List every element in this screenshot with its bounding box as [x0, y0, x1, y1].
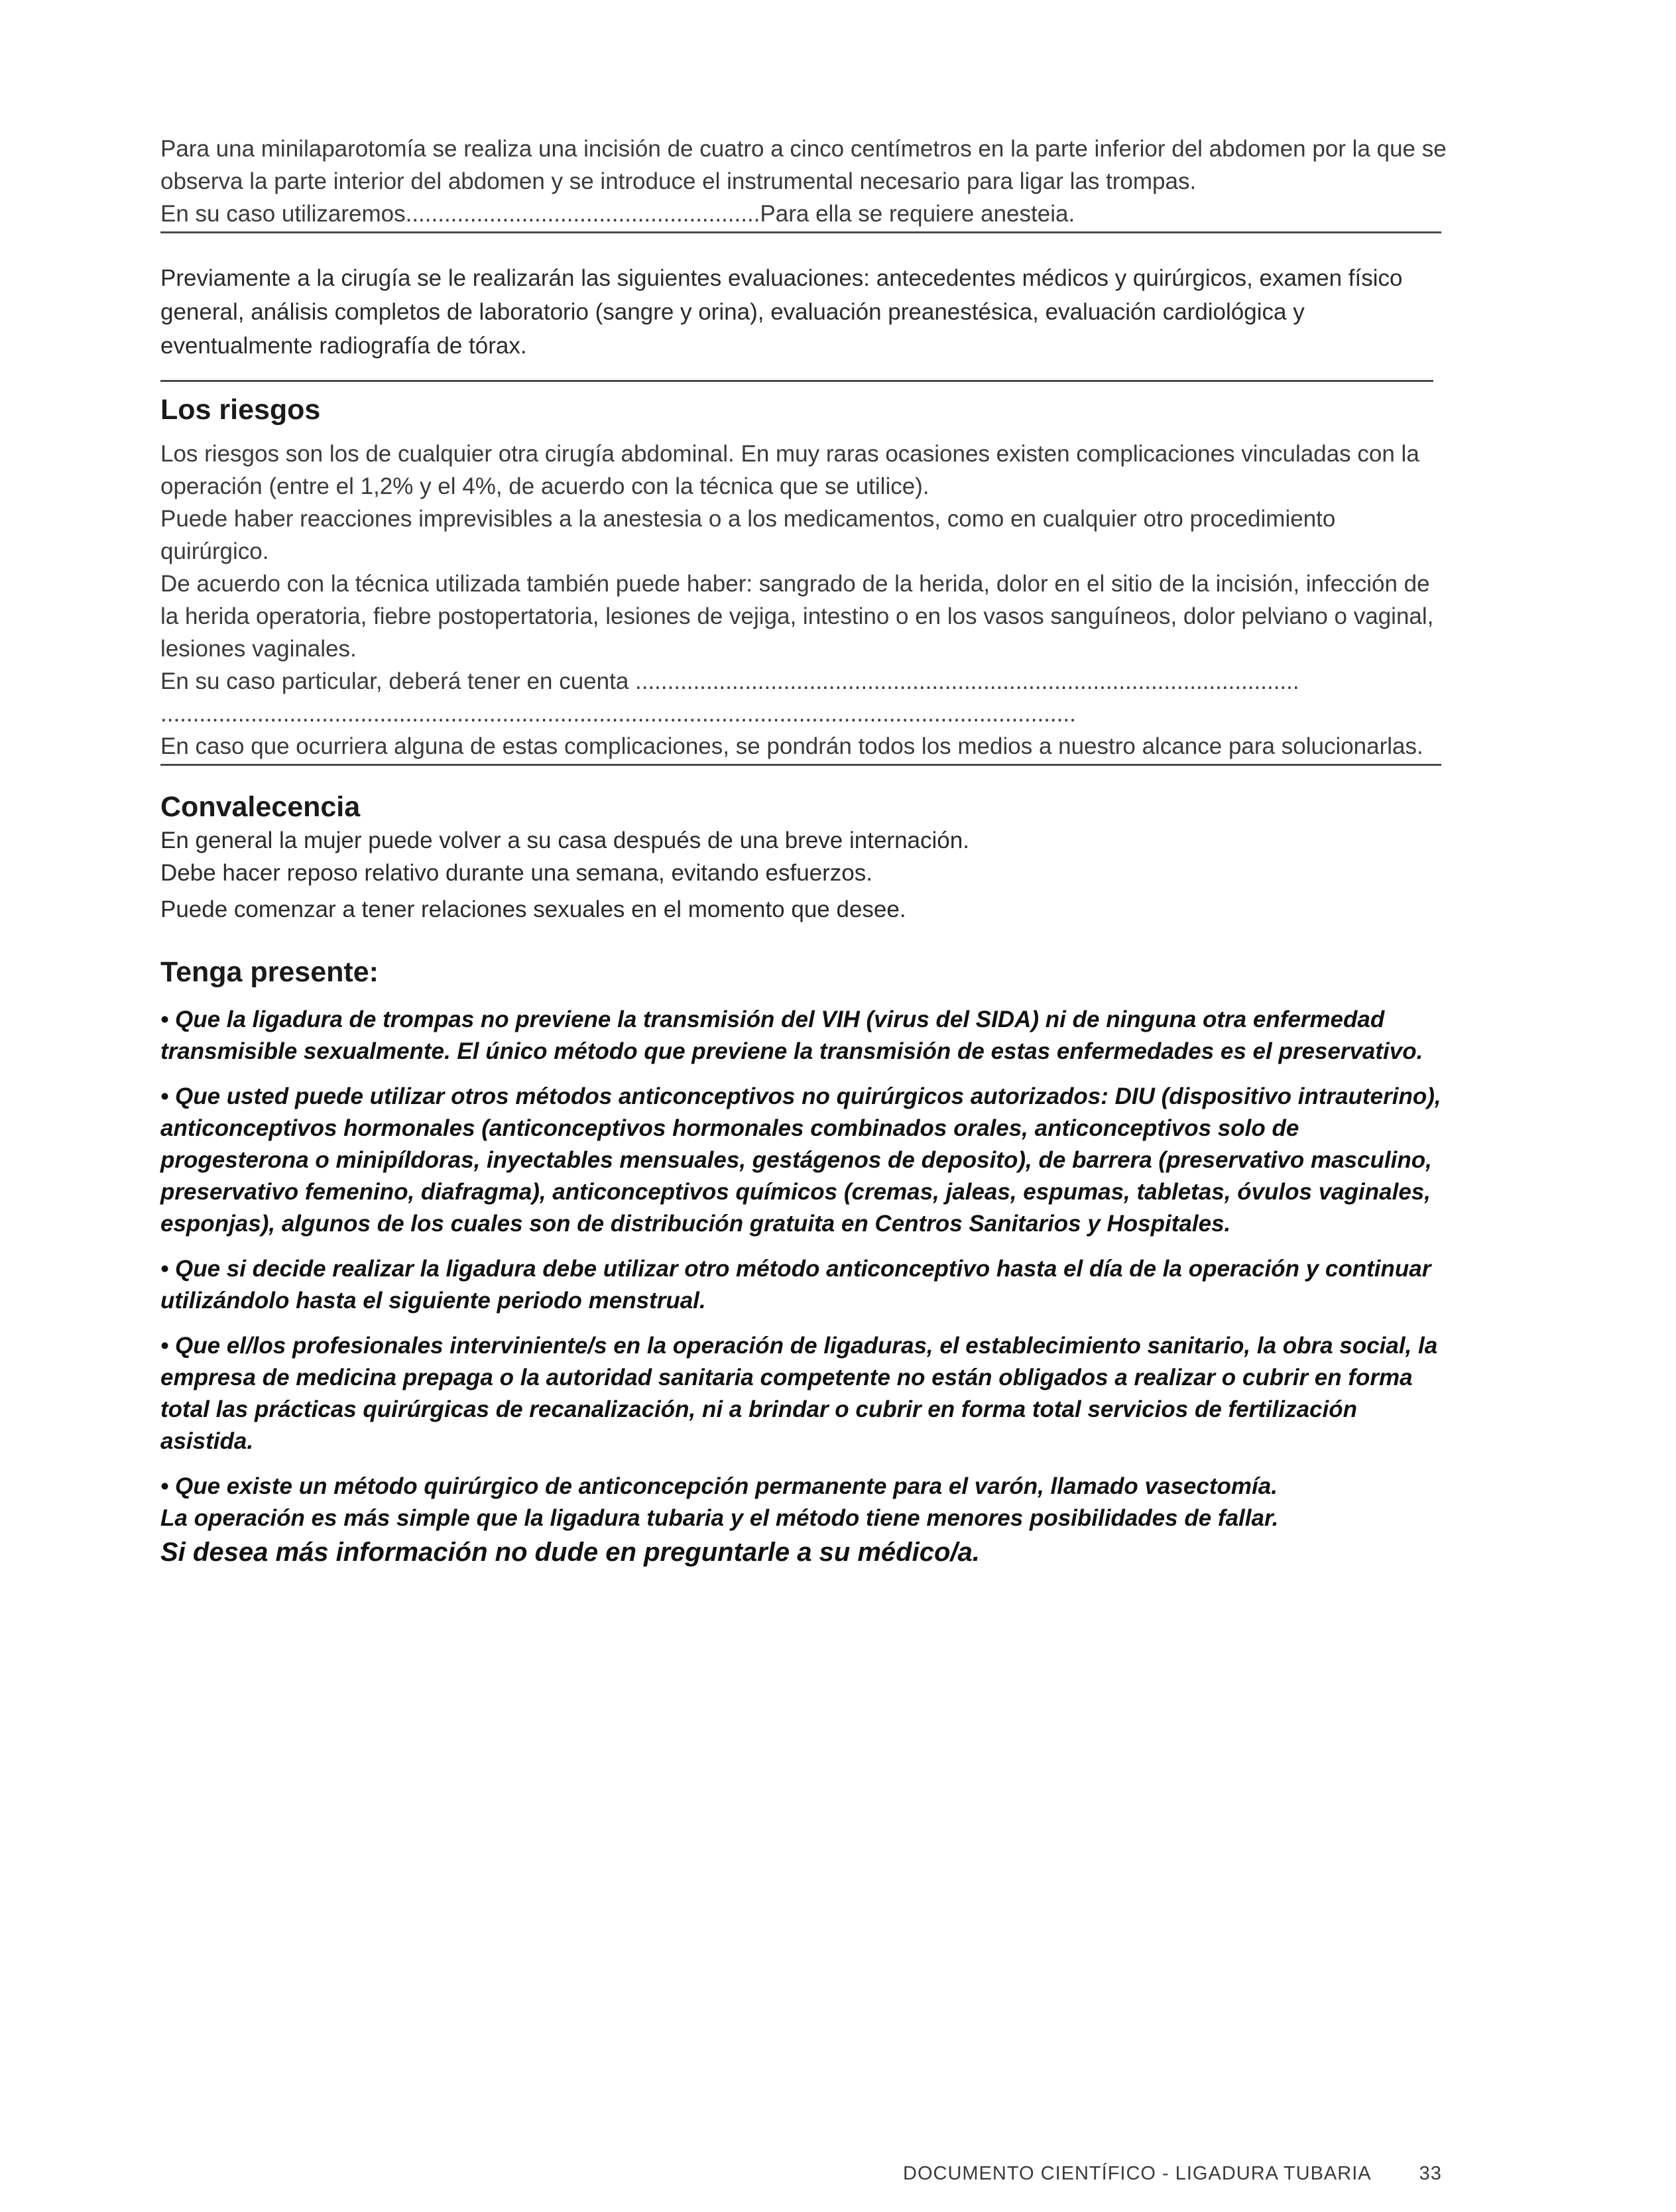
section-title-tenga-presente: Tenga presente:	[160, 956, 379, 988]
footer-title: DOCUMENTO CIENTÍFICO - LIGADURA TUBARIA	[903, 2163, 1372, 2184]
page-footer	[903, 2163, 1442, 2185]
bullet-otros-metodos: • Que usted puede utilizar otros métodos anticonceptivos no quirúrgicos autorizados: DIU (dispositivo intrauterino), anticonceptivos hormonales (anticonceptivos hormonales combinados orales, anticonceptivos solo de progesterona o minipíldoras, inyectables mensuales, gestágenos de deposito), de barrera (preservativo masculino, preservativo femenino, diafragma), anticonceptivos químicos (cremas, jaleas, espumas, tabletas, óvulos vaginales, esponjas), algunos de los cuales son de distribución gratuita en Centros Sanitarios y Hospitales.	[160, 1083, 1441, 1237]
document-page	[160, 133, 1447, 1570]
convalecencia-line-2: Debe hacer reposo relativo durante una semana, evitando esfuerzos.	[160, 860, 872, 886]
riesgos-fill-in-line-2: ..............................................................................................................................................	[160, 701, 1076, 727]
section-title-riesgos: Los riesgos	[160, 394, 321, 426]
riesgos-fill-in-line-1: En su caso particular, deberá tener en cuenta .......................................................................................................	[160, 668, 1299, 694]
section-title-convalecencia: Convalecencia	[160, 791, 361, 823]
riesgos-paragraph-2: Puede haber reacciones imprevisibles a la anestesia o a los medicamentos, como en cualquier otro procedimiento quirúrgico.	[160, 506, 1336, 564]
page-number: 33	[1419, 2163, 1442, 2184]
evaluations-paragraph: Previamente a la cirugía se le realizarán las siguientes evaluaciones: antecedentes médicos y quirúrgicos, examen físico general, análisis completos de laboratorio (sangre y orina), evaluación preanestésica, evaluación cardiológica y eventualmente radiografía de tórax.	[160, 265, 1403, 359]
divider	[160, 764, 1441, 766]
intro-fill-in-line: En su caso utilizaremos.......................................................Para ella se requiere anesteia.	[160, 201, 1075, 227]
bullet-vasectomia: • Que existe un método quirúrgico de anticoncepción permanente para el varón, llamado vasectomía.	[160, 1473, 1278, 1499]
riesgos-paragraph-4: En caso que ocurriera alguna de estas complicaciones, se pondrán todos los medios a nuestro alcance para solucionarlas.	[160, 733, 1423, 759]
divider	[160, 231, 1441, 233]
intro-paragraph: Para una minilaparotomía se realiza una incisión de cuatro a cinco centímetros en la parte inferior del abdomen por la que se observa la parte interior del abdomen y se introduce el instrumental necesario para ligar las trompas.	[160, 136, 1447, 194]
divider	[160, 380, 1433, 382]
riesgos-paragraph-3: De acuerdo con la técnica utilizada también puede haber: sangrado de la herida, dolor en el sitio de la incisión, infección de la herida operatoria, fiebre postopertatoria, lesiones de vejiga, intestino o en los vasos sanguíneos, dolor pelviano o vaginal, lesiones vaginales.	[160, 571, 1434, 662]
bullet-vih: • Que la ligadura de trompas no previene la transmisión del VIH (virus del SIDA) ni de ninguna otra enfermedad transmisible sexualmente. El único método que previene la transmisión de estas enfermedades es el preservativo.	[160, 1007, 1423, 1064]
bullet-profesionales: • Que el/los profesionales interviniente/s en la operación de ligaduras, el establecimiento sanitario, la obra social, la empresa de medicina prepaga o la autoridad sanitaria competente no están obligados a realizar o cubrir en forma total las prácticas quirúrgicas de recanalización, ni a brindar o cubrir en forma total servicios de fertilización asistida.	[160, 1333, 1438, 1454]
closing-line-2: Si desea más información no dude en preguntarle a su médico/a.	[160, 1538, 980, 1567]
closing-line-1: La operación es más simple que la ligadura tubaria y el método tiene menores posibilidades de fallar.	[160, 1505, 1279, 1531]
convalecencia-line-3: Puede comenzar a tener relaciones sexuales en el momento que desee.	[160, 896, 906, 922]
convalecencia-line-1: En general la mujer puede volver a su casa después de una breve internación.	[160, 828, 969, 853]
bullet-metodo-hasta-operacion: • Que si decide realizar la ligadura debe utilizar otro método anticonceptivo hasta el día de la operación y continuar utilizándolo hasta el siguiente periodo menstrual.	[160, 1256, 1431, 1314]
riesgos-paragraph-1: Los riesgos son los de cualquier otra cirugía abdominal. En muy raras ocasiones existen complicaciones vinculadas con la operación (entre el 1,2% y el 4%, de acuerdo con la técnica que se utilice).	[160, 441, 1419, 499]
